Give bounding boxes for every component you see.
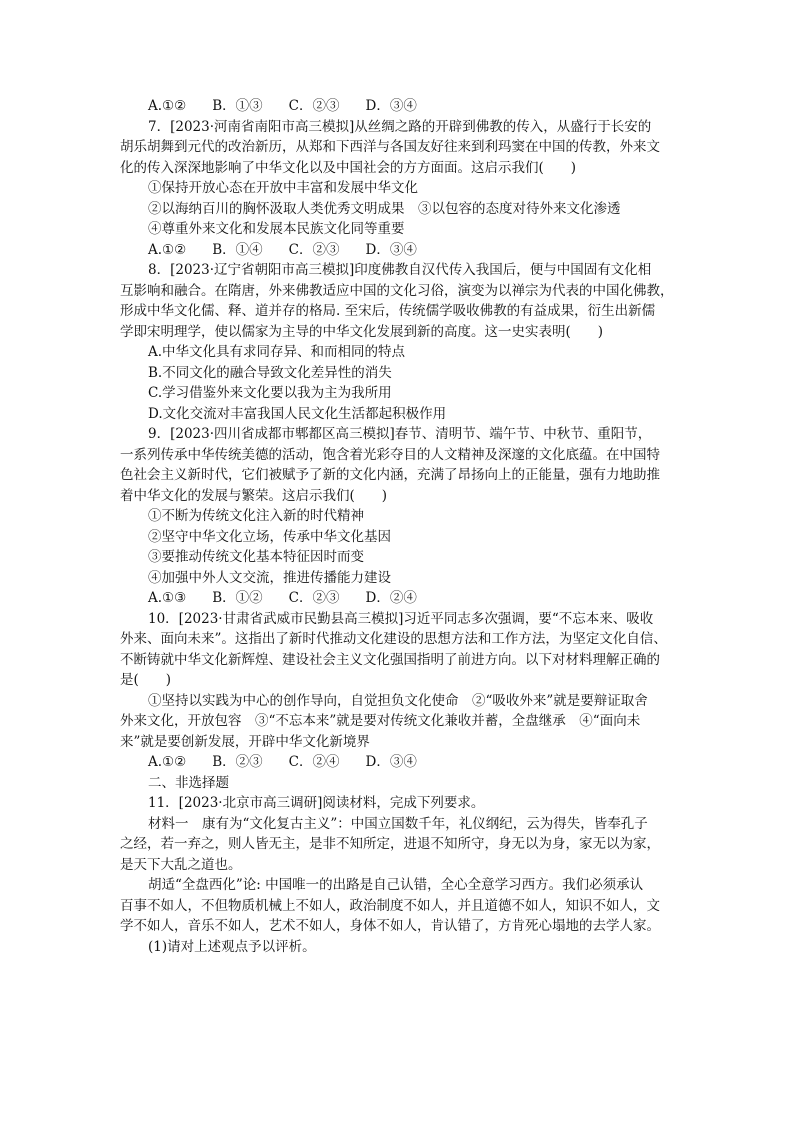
- q7-option-c: C．②③: [288, 241, 340, 258]
- q6-options: [120, 96, 694, 117]
- question-10: [120, 609, 694, 773]
- q10-statement: 外来文化，开放包容 ③“不忘本来”就是要对传统文化兼收并蓄，全盘继承 ④“面向未: [120, 713, 641, 729]
- q8-stem-line: 学即宋明理学，使以儒家为主导的中华文化发展到新的高度。这一史实表明( ): [120, 323, 604, 340]
- q8-stem-line: 8．[2023·辽宁省朝阳市高三模拟]印度佛教自汉代传入我国后，便与中国固有文化相: [148, 262, 652, 278]
- q10-option-b: B．②③: [212, 754, 263, 770]
- q10-statement: 来”就是要创新发展，开辟中华文化新境界: [120, 733, 370, 750]
- q6-option-d: D．③④: [365, 98, 417, 114]
- q7-option-a: A.①②: [148, 241, 187, 258]
- q7-statement: ④尊重外来文化和发展本民族文化同等重要: [148, 221, 405, 237]
- question-9: [120, 424, 694, 609]
- q7-stem-line: 7．[2023·河南省南阳市高三模拟]从丝绸之路的开辟到佛教的传入，从盛行于长安的: [148, 118, 652, 135]
- q7-options: [120, 240, 694, 261]
- q10-stem-line: 10．[2023·甘肃省武威市民勤县高三模拟]习近平同志多次强调，要“不忘本来、吸收: [148, 610, 654, 627]
- q9-option-c: C．②③: [288, 590, 340, 606]
- q8-choice-a: A.中华文化具有求同存异、和而相同的特点: [148, 344, 406, 360]
- q11-material1-line: 材料一 康有为“文化复古主义”：中国立国数千年，礼仪纲纪，云为得失，皆奉孔子: [148, 815, 648, 832]
- section-heading: 二、非选择题: [148, 774, 229, 791]
- q10-stem-line: 外来、面向未来”。这指出了新时代推动文化建设的思想方法和工作方法，为坚定文化自信、: [120, 631, 667, 647]
- q9-stem-line: 一系列传承中华传统美德的活动，饱含着光彩夺目的人文精神及深邃的文化底蕴。在中国特: [120, 446, 660, 463]
- q9-statement: ①不断为传统文化注入新的时代精神: [148, 508, 364, 524]
- q10-options: [120, 752, 694, 773]
- q9-option-b: B．①②: [212, 590, 263, 606]
- q8-stem-line: 互影响和融合。在隋唐，外来佛教适应中国的文化习俗，演变为以禅宗为代表的中国化佛教，: [120, 282, 674, 299]
- q6-option-b: B．①③: [212, 98, 263, 114]
- q9-stem-line: 色社会主义新时代，它们被赋予了新的文化内涵，充满了昂扬向上的正能量，强有力地助推: [120, 467, 660, 483]
- q11-intro: 11．[2023·北京市高三调研]阅读材料，完成下列要求。: [148, 795, 485, 811]
- q11-material2-line: 百事不如人，不但物质机械上不如人，政治制度不如人，并且道德不如人，知识不如人，文: [120, 897, 660, 914]
- q11-material1-line: 之经，若一弃之，则人皆无主，是非不知所定，进退不知所守，身无以为身，家无以为家，: [120, 836, 660, 852]
- q7-statement: ①保持开放心态在开放中丰富和发展中华文化: [148, 180, 418, 196]
- q10-stem-line: 不断铸就中华文化新辉煌、建设社会主义文化强国指明了前进方向。以下对材料理解正确的: [120, 651, 660, 668]
- q9-statement: ③要推动传统文化基本特征因时而变: [148, 549, 364, 565]
- q11-subquestion-1: (1)请对上述观点予以评析。: [148, 938, 316, 955]
- q8-choice-d: D.文化交流对丰富我国人民文化生活都起积极作用: [148, 405, 447, 422]
- q10-option-d: D．③④: [365, 754, 417, 770]
- question-8: [120, 260, 694, 424]
- q8-choice-c: C.学习借鉴外来文化要以我为主为我所用: [148, 385, 392, 401]
- q9-stem-line: 9．[2023·四川省成都市郫都区高三模拟]春节、清明节、端午节、中秋节、重阳节，: [148, 426, 652, 442]
- q11-material2-line: 胡适“全盘西化”论: 中国唯一的出路是自己认错，全心全意学习西方。我们必须承认: [148, 877, 644, 893]
- q9-option-a: A.①③: [148, 590, 187, 606]
- q6-option-c: C．②③: [288, 98, 340, 114]
- q9-statement: ②坚守中华文化立场，传承中华文化基因: [148, 528, 391, 545]
- q10-option-a: A.①②: [148, 754, 187, 770]
- question-11: [120, 793, 694, 957]
- q8-choice-b: B.不同文化的融合导致文化差异性的消失: [148, 364, 392, 381]
- q7-option-b: B．①④: [212, 241, 263, 258]
- q11-material1-line: 是天下大乱之道也。: [120, 856, 242, 873]
- q6-option-a: A.①②: [148, 98, 187, 114]
- q10-stem-line: 是( ): [120, 672, 172, 688]
- q8-stem-line: 形成中华文化儒、释、道并存的格局. 至宋后，传统儒学吸收佛教的有益成果，衍生出新儒: [120, 303, 656, 319]
- q9-stem-line: 着中华文化的发展与繁荣。这启示我们( ): [120, 487, 388, 504]
- q7-option-d: D．③④: [365, 241, 417, 258]
- q10-statement: ①坚持以实践为中心的创作导向，自觉担负文化使命 ②“吸收外来”就是要辩证取舍: [148, 692, 648, 709]
- question-7: [120, 117, 694, 261]
- q9-option-d: D．②④: [365, 590, 417, 606]
- q9-options: [120, 588, 694, 609]
- q11-material2-line: 学不如人，音乐不如人，艺术不如人，身体不如人，肯认错了，方肯死心塌地的去学人家。: [120, 918, 660, 934]
- q7-stem-line: 化的传入深深地影响了中华文化以及中国社会的方方面面。这启示我们( ): [120, 159, 577, 176]
- q7-statement: ②以海纳百川的胸怀汲取人类优秀文明成果 ③以包容的态度对待外来文化渗透: [148, 200, 621, 217]
- q10-option-c: C．②④: [288, 754, 340, 770]
- q9-statement: ④加强中外人文交流，推进传播能力建设: [148, 569, 391, 586]
- q7-stem-line: 胡乐胡舞到元代的改治新历，从郑和下西洋与各国友好往来到利玛窦在中国的传教，外来文: [120, 139, 660, 155]
